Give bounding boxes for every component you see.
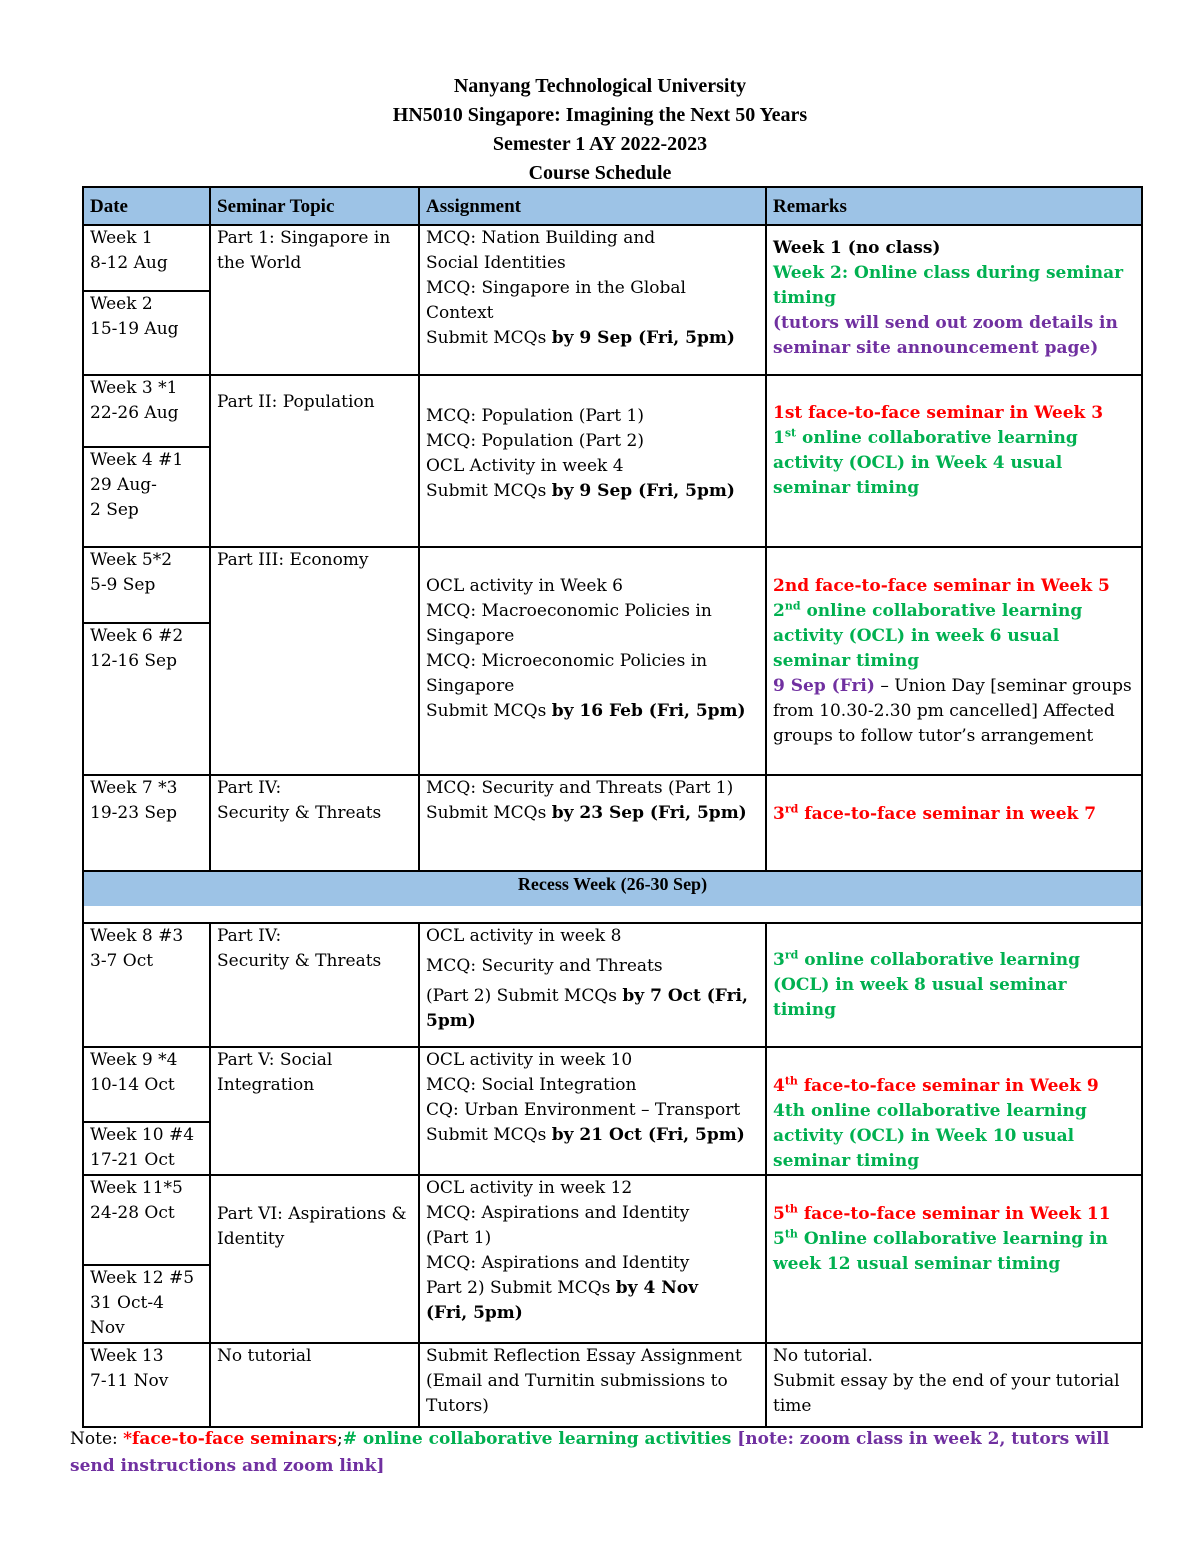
date-cell: Week 1 8-12 Aug [83, 225, 210, 291]
schedule-title: Course Schedule [528, 162, 672, 184]
table-row [83, 375, 1142, 447]
assignment-cell: MCQ: Nation Building and Social Identities MCQ: Singapore in the Global Context Submit MCQs by 9 Sep (Fri, 5pm) [419, 225, 766, 375]
date-cell: Week 12 #5 31 Oct-4 Nov [83, 1265, 210, 1343]
table-row [83, 1343, 1142, 1427]
table-row [83, 225, 1142, 291]
table-row [83, 547, 1142, 623]
date-cell: Week 4 #1 29 Aug- 2 Sep [83, 447, 210, 547]
recess-row [83, 871, 1142, 923]
remarks-cell: 4th face-to-face seminar in Week 9 4th online collaborative learning activity (OCL) in Week 10 usual seminar timing [766, 1047, 1142, 1175]
table-row [83, 923, 1142, 1047]
column-header-assignment: Assignment [419, 187, 766, 225]
remarks-cell: 3rd online collaborative learning (OCL) in week 8 usual seminar timing [766, 923, 1142, 1047]
university-name: Nanyang Technological University [453, 75, 747, 97]
date-cell: Week 9 *4 10-14 Oct [83, 1047, 210, 1122]
column-header-date: Date [83, 187, 210, 225]
topic-cell: Part IV: Security & Threats [210, 923, 419, 1047]
date-cell: Week 2 15-19 Aug [83, 291, 210, 375]
recess-week-label: Recess Week (26-30 Sep) [83, 871, 1142, 923]
course-title: HN5010 Singapore: Imagining the Next 50 Years [392, 104, 808, 126]
assignment-cell: OCL activity in week 10 MCQ: Social Integration CQ: Urban Environment – Transport Submit MCQs by 21 Oct (Fri, 5pm) [419, 1047, 766, 1175]
date-cell: Week 13 7-11 Nov [83, 1343, 210, 1427]
table-row [83, 1047, 1142, 1122]
date-cell: Week 11*5 24-28 Oct [83, 1175, 210, 1265]
topic-cell: No tutorial [210, 1343, 419, 1427]
remarks-cell: Week 1 (no class) Week 2: Online class during seminar timing (tutors will send out zoom details in seminar site announcement page) [766, 225, 1142, 375]
remarks-cell: 1st face-to-face seminar in Week 3 1st online collaborative learning activity (OCL) in Week 4 usual seminar timing [766, 375, 1142, 547]
topic-cell: Part IV: Security & Threats [210, 775, 419, 871]
assignment-cell: OCL activity in week 12 MCQ: Aspirations and Identity (Part 1) MCQ: Aspirations and Identity Part 2) Submit MCQs by 4 Nov (Fri, 5pm) [419, 1175, 766, 1343]
assignment-cell: Submit Reflection Essay Assignment (Email and Turnitin submissions to Tutors) [419, 1343, 766, 1427]
topic-cell: Part 1: Singapore in the World [210, 225, 419, 375]
assignment-cell: OCL activity in week 8 MCQ: Security and Threats (Part 2) Submit MCQs by 7 Oct (Fri, 5pm) [419, 923, 766, 1047]
remarks-cell: 2nd face-to-face seminar in Week 5 2nd online collaborative learning activity (OCL) in week 6 usual seminar timing 9 Sep (Fri) – Union Day [seminar groups from 10.30-2.30 pm cancelled] Affected groups to follow tutor’s arrangement [766, 547, 1142, 775]
table-row [83, 1175, 1142, 1265]
table-row [83, 775, 1142, 871]
topic-cell: Part VI: Aspirations & Identity [210, 1175, 419, 1343]
assignment-cell: MCQ: Population (Part 1) MCQ: Population (Part 2) OCL Activity in week 4 Submit MCQs by 9 Sep (Fri, 5pm) [419, 375, 766, 547]
table-header-row [83, 187, 1142, 225]
date-cell: Week 8 #3 3-7 Oct [83, 923, 210, 1047]
date-cell: Week 5*2 5-9 Sep [83, 547, 210, 623]
topic-cell: Part III: Economy [210, 547, 419, 775]
topic-cell: Part II: Population [210, 375, 419, 547]
column-header-remarks: Remarks [766, 187, 1142, 225]
date-cell: Week 7 *3 19-23 Sep [83, 775, 210, 871]
topic-cell: Part V: Social Integration [210, 1047, 419, 1175]
date-cell: Week 6 #2 12-16 Sep [83, 623, 210, 775]
remarks-cell: 5th face-to-face seminar in Week 11 5th Online collaborative learning in week 12 usual seminar timing [766, 1175, 1142, 1343]
column-header-topic: Seminar Topic [210, 187, 419, 225]
date-cell: Week 3 *1 22-26 Aug [83, 375, 210, 447]
footnote: Note: *face-to-face seminars;# online collaborative learning activities [note: zoom class in week 2, tutors will send instructions and zoom link] [70, 1429, 1110, 1476]
document-header [0, 72, 1200, 188]
assignment-cell: OCL activity in Week 6 MCQ: Macroeconomic Policies in Singapore MCQ: Microeconomic Policies in Singapore Submit MCQs by 16 Feb (Fri, 5pm) [419, 547, 766, 775]
semester-label: Semester 1 AY 2022-2023 [492, 133, 708, 155]
date-cell: Week 10 #4 17-21 Oct [83, 1122, 210, 1175]
remarks-cell: No tutorial. Submit essay by the end of your tutorial time [766, 1343, 1142, 1427]
remarks-cell: 3rd face-to-face seminar in week 7 [766, 775, 1142, 871]
assignment-cell: MCQ: Security and Threats (Part 1) Submit MCQs by 23 Sep (Fri, 5pm) [419, 775, 766, 871]
schedule-table [82, 186, 1143, 1428]
